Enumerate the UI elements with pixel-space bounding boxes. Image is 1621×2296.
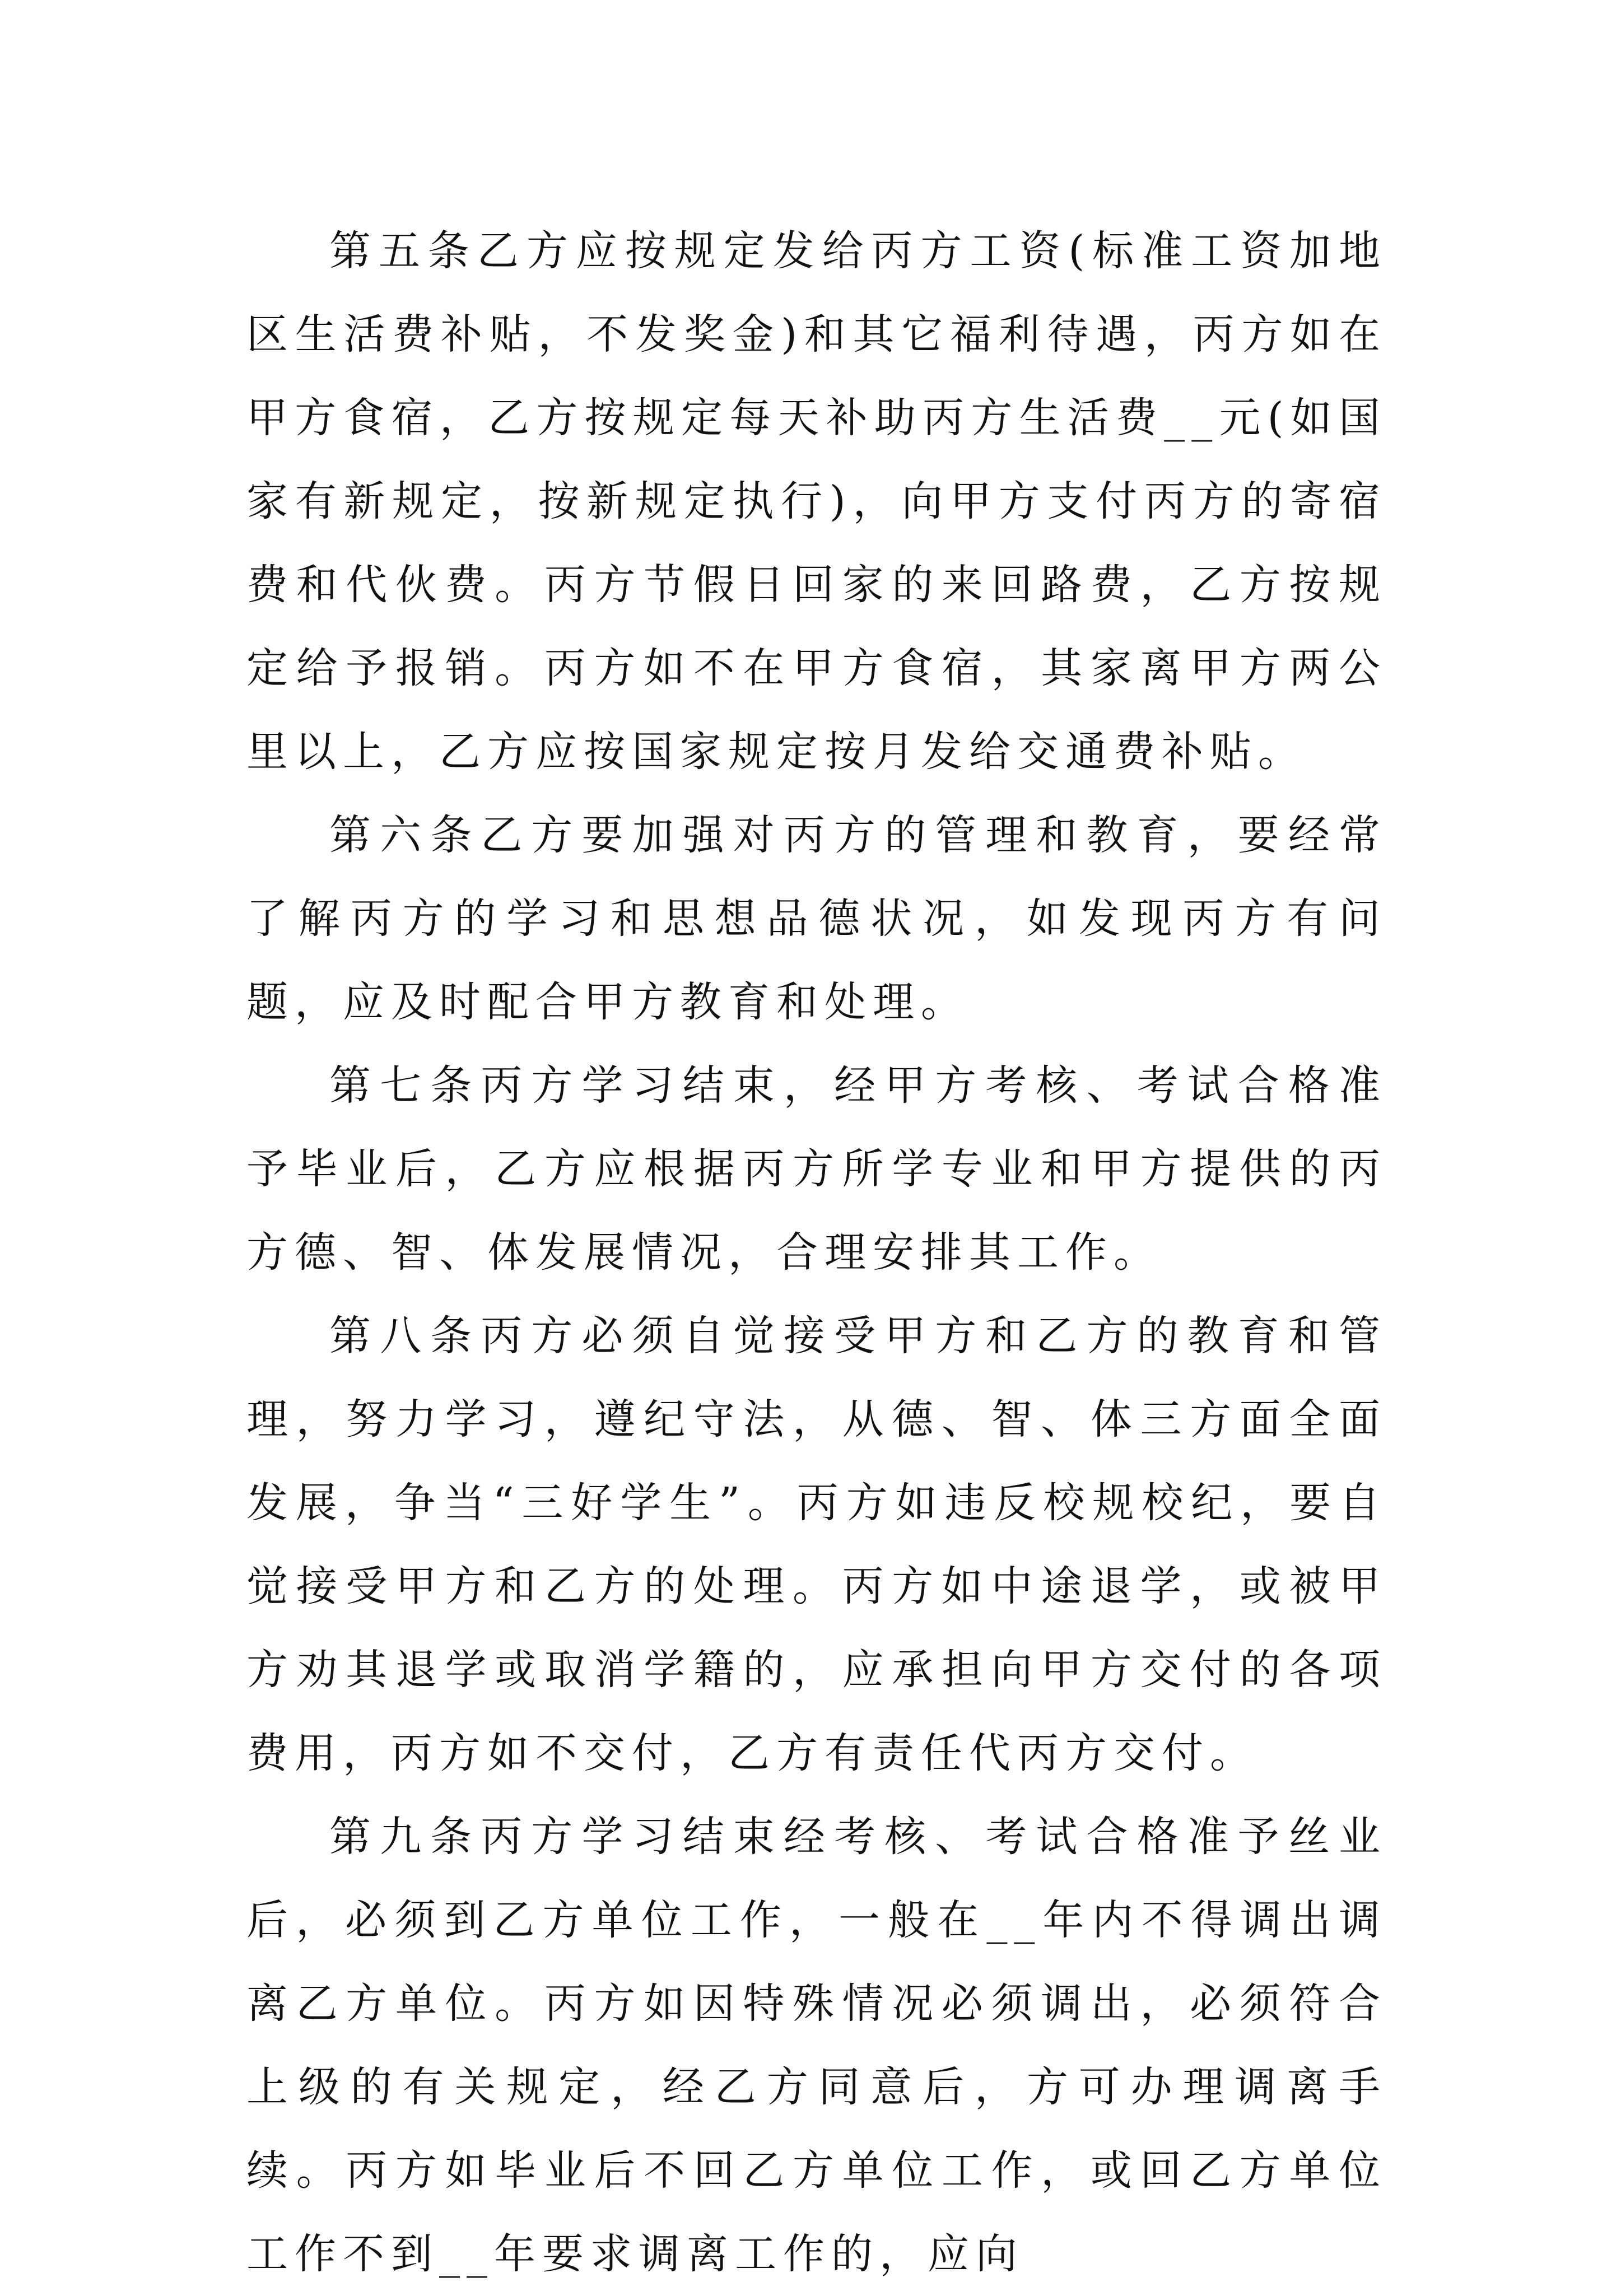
- clause-7: 第七条丙方学习结束，经甲方考核、考试合格准予毕业后，乙方应根据丙方所学专业和甲方提供的丙方德、智、体发展情况，合理安排其工作。: [246, 1061, 1387, 1277]
- clause-9: 第九条丙方学习结束经考核、考试合格准予丝业后，必须到乙方单位工作，一般在__年内不得调出调离乙方单位。丙方如因特殊情况必须调出，必须符合上级的有关规定，经乙方同意后，方可办理调离手续。丙方如毕业后不回乙方单位工作，或回乙方单位工作不到__年要求调离工作的，应向: [246, 1813, 1387, 2278]
- clause-5: 第五条乙方应按规定发给丙方工资(标准工资加地区生活费补贴，不发奖金)和其它福利待遇，丙方如在甲方食宿，乙方按规定每天补助丙方生活费__元(如国家有新规定，按新规定执行)，向甲方支付丙方的寄宿费和代伙费。丙方节假日回家的来回路费，乙方按规定给予报销。丙方如不在甲方食宿，其家离甲方两公里以上，乙方应按国家规定按月发给交通费补贴。: [246, 227, 1387, 776]
- clause-8: 第八条丙方必须自觉接受甲方和乙方的教育和管理，努力学习，遵纪守法，从德、智、体三方面全面发展，争当“三好学生”。丙方如违反校规校纪，要自觉接受甲方和乙方的处理。丙方如中途退学，或被甲方劝其退学或取消学籍的，应承担向甲方交付的各项费用，丙方如不交付，乙方有责任代丙方交付。: [246, 1312, 1387, 1777]
- document-body: [246, 209, 1387, 2296]
- clause-6: 第六条乙方要加强对丙方的管理和教育，要经常了解丙方的学习和思想品德状况，如发现丙方有问题，应及时配合甲方教育和处理。: [246, 811, 1387, 1026]
